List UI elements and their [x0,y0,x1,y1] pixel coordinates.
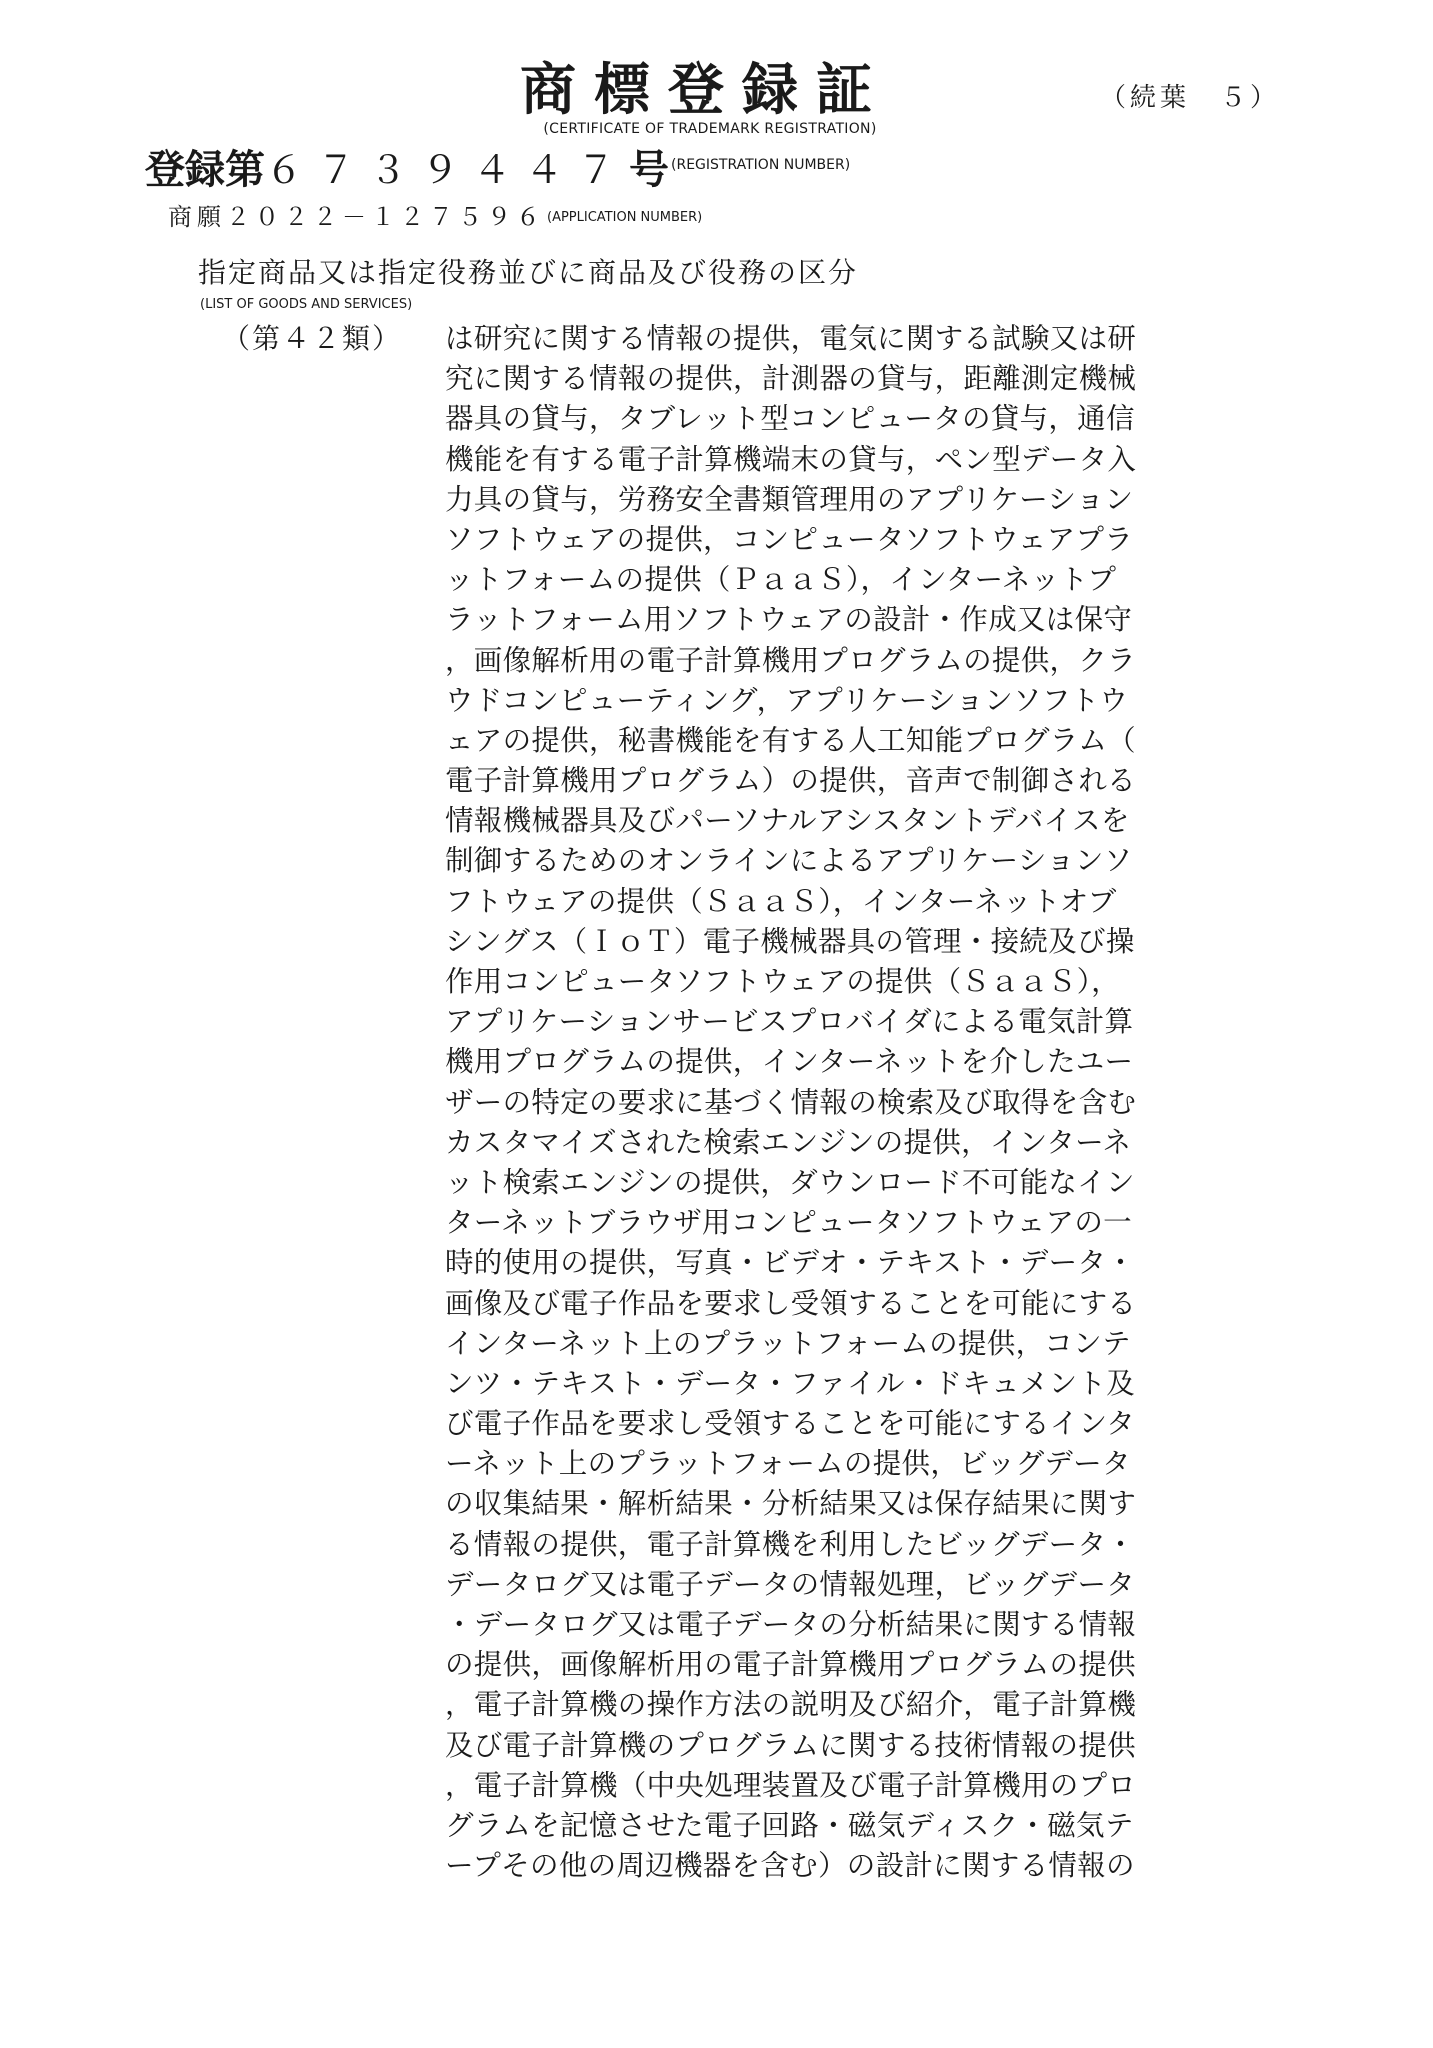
goods-text-line: ープその他の周辺機器を含む）の設計に関する情報の [445,1849,1135,1883]
registration-number-row [145,142,850,198]
goods-text-line: 情報機械器具及びパーソナルアシスタントデバイスを [445,804,1130,838]
goods-text-line: ・データログ又は電子データの分析結果に関する情報 [445,1608,1137,1641]
registration-label: 登録第 [145,146,265,193]
goods-text-line: ット検索エンジンの提供，ダウンロード不可能なイン [445,1165,1135,1199]
certificate-title: 商標登録証 [520,57,890,123]
goods-text-line: データログ又は電子データの情報処理，ビッグデータ [445,1567,1136,1601]
goods-text-line: ，画像解析用の電子計算機用プログラムの提供，クラ [445,643,1136,677]
goods-text-line: ウドコンピューティング，アプリケーションソフトウ [445,683,1129,717]
goods-text-line: ーネット上のプラットフォームの提供，ビッグデータ [445,1447,1131,1481]
goods-text-line: 画像及び電子作品を要求し受領することを可能にする [445,1286,1137,1320]
goods-text-line: ェアの提供，秘書機能を有する人工知能プログラム（ [445,723,1136,757]
goods-text-line: 器具の貸与，タブレット型コンピュータの貸与，通信 [445,402,1135,436]
goods-text-line: ラットフォーム用ソフトウェアの設計・作成又は保守 [445,603,1133,637]
goods-text-line: ットフォームの提供（ＰａａＳ），インターネットプ [445,563,1117,597]
registration-suffix: 号 [629,146,670,193]
application-label-en: (APPLICATION NUMBER) [547,210,703,225]
registration-label-en: (REGISTRATION NUMBER) [671,157,851,173]
goods-text-line: グラムを記憶させた電子回路・磁気ディスク・磁気テ [445,1808,1134,1842]
goods-text-line: 制御するためのオンラインによるアプリケーションソ [445,844,1133,878]
continuation-sheet-label: （続葉 ５） [1100,83,1281,113]
goods-text-line: る情報の提供，電子計算機を利用したビッグデータ・ [445,1527,1136,1561]
goods-text-line: ，電子計算機の操作方法の説明及び紹介，電子計算機 [445,1688,1137,1722]
goods-text-line: 力具の貸与，労務安全書類管理用のアプリケーション [445,482,1134,516]
goods-text-line: 究に関する情報の提供，計測器の貸与，距離測定機械 [445,362,1137,396]
goods-text-line: フトウェアの提供（ＳａａＳ），インターネットオブ [445,884,1117,918]
goods-services-text [445,319,1265,1886]
goods-text-line: 機能を有する電子計算機端末の貸与，ペン型データ入 [445,442,1137,476]
registration-number: ６７３９４４７ [265,148,630,192]
goods-services-heading: 指定商品又は指定役務並びに商品及び役務の区分 [198,256,859,289]
goods-text-line: シングス（ＩｏＴ）電子機械器具の管理・接続及び操 [445,924,1135,958]
goods-services-heading-en: (LIST OF GOODS AND SERVICES) [200,297,413,312]
goods-text-line: インターネット上のプラットフォームの提供，コンテ [445,1326,1131,1360]
goods-text-line: 機用プログラムの提供，インターネットを介したユー [445,1045,1134,1079]
goods-text-line: 電子計算機用プログラム）の提供，音声で制御される [445,764,1136,798]
goods-text-line: 時的使用の提供，写真・ビデオ・テキスト・データ・ [445,1246,1136,1280]
goods-text-line: び電子作品を要求し受領することを可能にするインタ [445,1407,1136,1441]
goods-text-line: カスタマイズされた検索エンジンの提供，インターネ [445,1125,1132,1159]
application-number: 商願２０２２－１２７５９６ [168,203,545,231]
goods-text-line: の提供，画像解析用の電子計算機用プログラムの提供 [445,1648,1136,1682]
goods-text-line: アプリケーションサービスプロバイダによる電気計算 [445,1005,1134,1039]
goods-text-line: 及び電子計算機のプログラムに関する技術情報の提供 [445,1728,1136,1762]
goods-text-line: ターネットブラウザ用コンピュータソフトウェアの一 [445,1206,1132,1240]
class-label: （第４２類） [222,322,403,355]
goods-text-line: ，電子計算機（中央処理装置及び電子計算機用のプロ [445,1768,1137,1802]
goods-text-line: は研究に関する情報の提供，電気に関する試験又は研 [445,322,1137,355]
goods-text-line: ソフトウェアの提供，コンピュータソフトウェアプラ [445,522,1134,556]
goods-text-line: ザーの特定の要求に基づく情報の検索及び取得を含む [445,1085,1137,1119]
goods-text-line: の収集結果・解析結果・分析結果又は保存結果に関す [445,1487,1137,1521]
goods-text-line: ンツ・テキスト・データ・ファイル・ドキュメント及 [445,1366,1136,1400]
goods-text-line: 作用コンピュータソフトウェアの提供（ＳａａＳ）， [445,965,1120,998]
certificate-title-en: (CERTIFICATE OF TRADEMARK REGISTRATION) [543,121,877,137]
application-number-row [168,200,702,234]
